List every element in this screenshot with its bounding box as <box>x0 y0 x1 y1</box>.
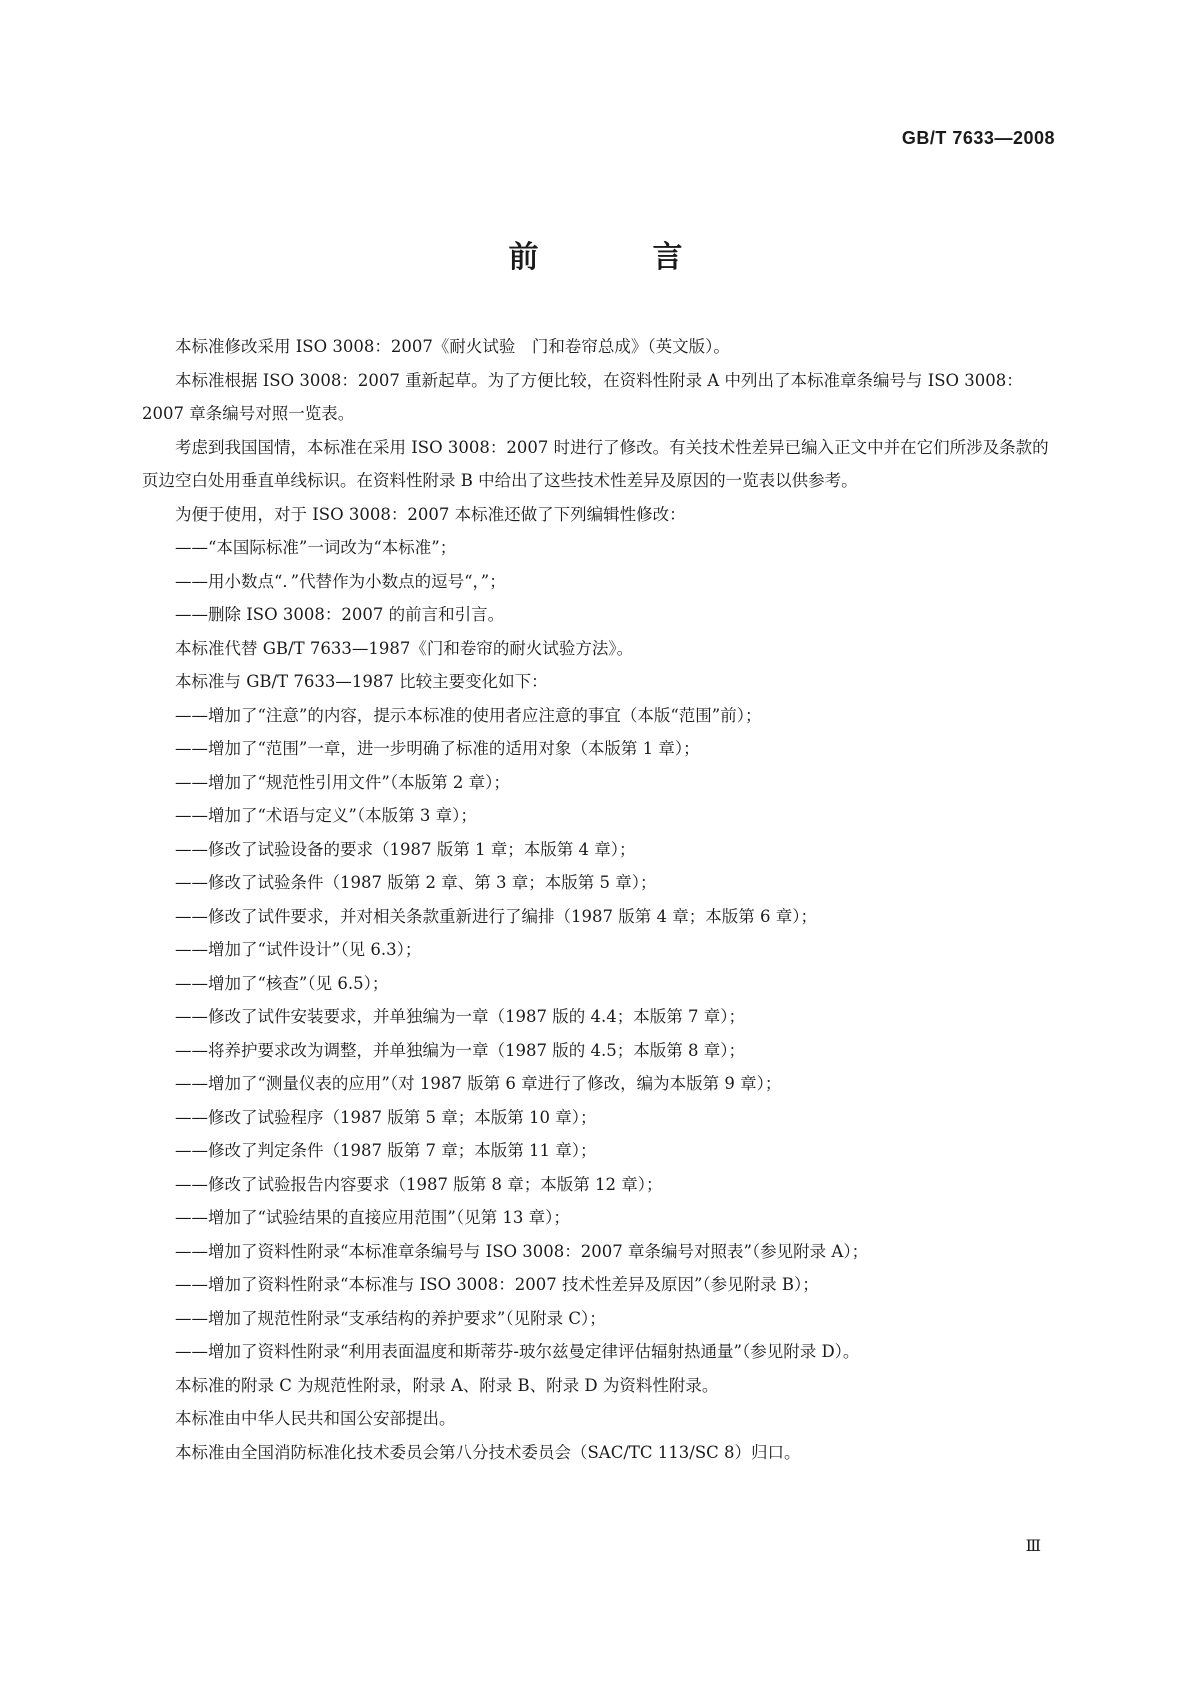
list-item: ——“本国际标准”一词改为“本标准”； <box>175 538 457 557</box>
list-item: ——增加了“范围”一章，进一步明确了标准的适用对象（本版第 1 章）； <box>175 739 700 758</box>
list-item: ——增加了“规范性引用文件”（本版第 2 章）； <box>175 772 510 792</box>
list-item: ——增加了资料性附录“本标准与 ISO 3008：2007 技术性差异及原因”（参见附录 B）； <box>175 1275 819 1294</box>
list-item: ——修改了试验报告内容要求（1987 版第 8 章；本版第 12 章）； <box>175 1174 663 1194</box>
list-item: ——增加了“核查”（见 6.5）； <box>175 973 389 993</box>
list-item: ——增加了“测量仪表的应用”（对 1987 版第 6 章进行了修改，编为本版第 9 章）； <box>175 1074 782 1093</box>
page-number: Ⅲ <box>1025 1536 1041 1555</box>
paragraph: 为便于使用，对于 ISO 3008：2007 本标准还做了下列编辑性修改： <box>175 504 686 524</box>
paragraph: 考虑到我国国情，本标准在采用 ISO 3008：2007 时进行了修改。有关技术性差异已编入正文中并在它们所涉及条款的页边空白处用垂直单线标识。在资料性附录 B 中给出了这些技术性差异及原因的一览表以供参考。 <box>142 437 1049 490</box>
list-item: ——修改了试件要求，并对相关条款重新进行了编排（1987 版第 4 章；本版第 6 章）； <box>175 906 817 926</box>
list-item: ——增加了资料性附录“本标准章条编号与 ISO 3008：2007 章条编号对照表”（参见附录 A）； <box>175 1241 869 1261</box>
list-item: ——修改了试件安装要求，并单独编为一章（1987 版的 4.4；本版第 7 章）； <box>175 1007 745 1026</box>
list-item: ——修改了试验程序（1987 版第 5 章；本版第 10 章）； <box>175 1107 597 1127</box>
list-item: ——增加了“试验结果的直接应用范围”（见第 13 章）； <box>175 1208 570 1227</box>
list-item: ——删除 ISO 3008：2007 的前言和引言。 <box>175 605 505 624</box>
foreword-body <box>142 330 1058 1469</box>
list-item: ——增加了“术语与定义”（本版第 3 章）； <box>175 806 477 825</box>
paragraph: 本标准与 GB/T 7633—1987 比较主要变化如下： <box>175 672 548 691</box>
paragraph: 本标准由中华人民共和国公安部提出。 <box>175 1409 456 1428</box>
list-item: ——将养护要求改为调整，并单独编为一章（1987 版的 4.5；本版第 8 章）； <box>175 1040 745 1060</box>
paragraph: 本标准由全国消防标准化技术委员会第八分技术委员会（SAC/TC 113/SC 8）归口。 <box>175 1442 801 1462</box>
paragraph: 本标准修改采用 ISO 3008：2007《耐火试验 门和卷帘总成》（英文版）。 <box>175 337 730 356</box>
list-item: ——修改了试验设备的要求（1987 版第 1 章；本版第 4 章）； <box>175 839 636 859</box>
list-item: ——增加了“注意”的内容，提示本标准的使用者应注意的事宜（本版“范围”前）； <box>175 705 762 725</box>
list-item: ——修改了试验条件（1987 版第 2 章、第 3 章；本版第 5 章）； <box>175 873 657 892</box>
list-item: ——增加了“试件设计”（见 6.3）； <box>175 940 422 959</box>
paragraph: 本标准的附录 C 为规范性附录，附录 A、附录 B、附录 D 为资料性附录。 <box>175 1375 719 1395</box>
standard-code: GB/T 7633—2008 <box>901 128 1055 148</box>
page-title: 前 言 <box>508 240 725 275</box>
list-item: ——增加了规范性附录“支承结构的养护要求”（见附录 C）； <box>175 1308 606 1328</box>
list-item: ——修改了判定条件（1987 版第 7 章；本版第 11 章）； <box>175 1141 597 1160</box>
paragraph: 本标准代替 GB/T 7633—1987《门和卷帘的耐火试验方法》。 <box>175 638 634 658</box>
list-item: ——用小数点“．”代替作为小数点的逗号“，”； <box>175 571 506 591</box>
paragraph: 本标准根据 ISO 3008：2007 重新起草。为了方便比较，在资料性附录 A 中列出了本标准章条编号与 ISO 3008：2007 章条编号对照一览表。 <box>142 370 1023 423</box>
list-item: ——增加了资料性附录“利用表面温度和斯蒂芬-玻尔兹曼定律评估辐射热通量”（参见附录 D）。 <box>175 1342 860 1361</box>
